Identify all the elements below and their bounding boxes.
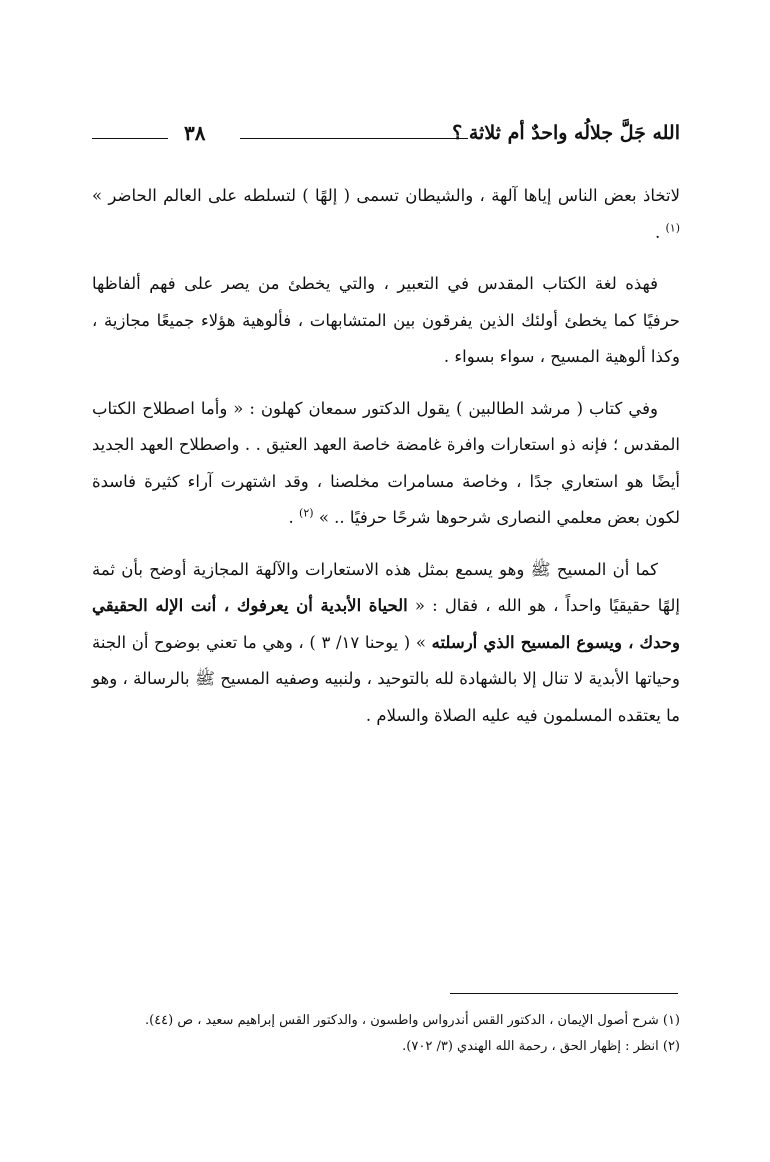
paragraph-1-text: لاتخاذ بعض الناس إياها آلهة ، والشيطان تسمى ( إلهًا ) لتسلطه على العالم الحاضر »	[92, 186, 680, 205]
page-number-rule	[92, 138, 168, 139]
footnote-1: (١) شرح أصول الإيمان ، الدكتور القس أندرواس واطسون ، والدكتور القس إبراهيم سعيد ، ص (٤٤).	[144, 1013, 680, 1028]
page-number: ٣٨	[184, 121, 206, 145]
footnote-ref-1: (١)	[665, 221, 680, 234]
paragraph-3-end: .	[288, 508, 300, 527]
paragraph-1	[92, 178, 680, 251]
footnote-separator	[450, 993, 678, 994]
footnotes	[92, 1008, 680, 1060]
paragraph-4-text-b: » ( يوحنا ١٧/ ٣ ) ، وهي ما تعني بوضوح أن الجنة وحياتها الأبدية لا تنال إلا بالشهادة لله بالتوحيد ، ولنبيه وصفيه المسيح ﷺ بالرسالة ، وهو ما يعتقده المسلمون فيه عليه الصلاة والسلام .	[92, 632, 680, 725]
paragraph-2: فهذه لغة الكتاب المقدس في التعبير ، والتي يخطئ من يصر على فهم ألفاظها حرفيًا كما يخطئ أولئك الذين يفرقون بين المتشابهات ، فألوهية هؤلاء جميعًا مجازية ، وكذا ألوهية المسيح ، سواء بسواء .	[92, 274, 680, 366]
paragraph-3-text: وفي كتاب ( مرشد الطالبين ) يقول الدكتور سمعان كهلون : « وأما اصطلاح الكتاب المقدس ؛ فإنه ذو استعارات وافرة غامضة خاصة العهد العتيق . . واصطلاح العهد الجديد أيضًا هو استعاري جدًا ، وخاصة مسامرات مخلصنا ، وقد اشتهرت آراء كثيرة فاسدة لكون بعض معلمي النصارى شرحوها شرحًا حرفيًا .. »	[92, 398, 680, 527]
footnote-ref-2: (٢)	[299, 506, 314, 520]
running-title: الله جَلَّ جلالُه واحدٌ أم ثلاثة ؟	[452, 122, 680, 144]
paragraph-4-text-a: كما أن المسيح ﷺ وهو يسمع بمثل هذه الاستعارات والآلهة المجازية أوضح بأن ثمة إلهًا حقيقيًا واحداً ، هو الله ، فقال : «	[92, 559, 680, 615]
paragraph-4-quote: الحياة الأبدية أن يعرفوك ، أنت الإله الحقيقي وحدك ، ويسوع المسيح الذي أرسلته	[92, 596, 680, 652]
paragraph-4	[92, 552, 680, 735]
header-rule	[240, 138, 468, 139]
footnote-2: (٢) انظر : إظهار الحق ، رحمة الله الهندي (٣/ ٧٠٢).	[402, 1039, 680, 1054]
paragraph-3	[92, 391, 680, 537]
main-text	[92, 178, 680, 749]
running-header	[92, 120, 680, 148]
paragraph-1-end: .	[654, 222, 666, 242]
